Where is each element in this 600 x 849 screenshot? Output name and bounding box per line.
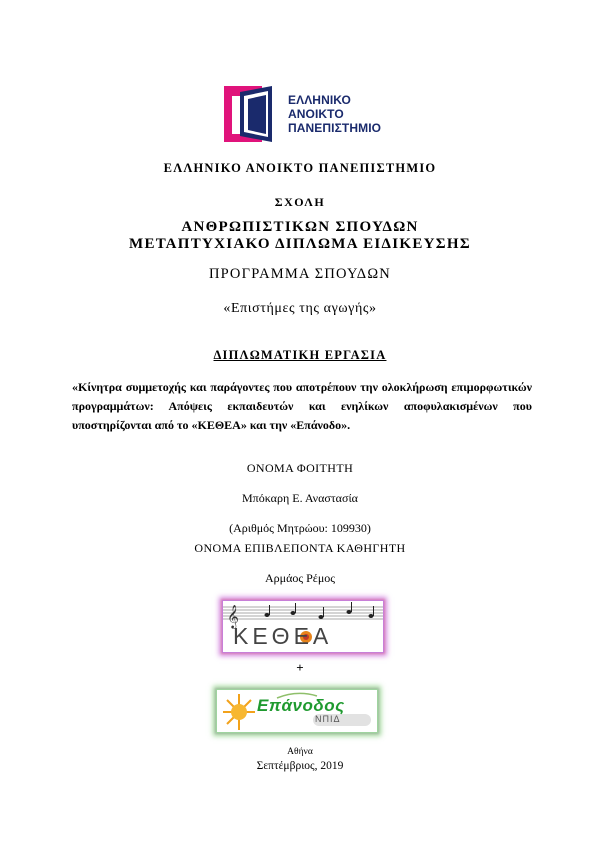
department-line-1: ΑΝΘΡΩΠΙΣΤΙΚΩΝ ΣΠΟΥΔΩΝ bbox=[181, 219, 419, 235]
epanodos-wordmark: Επάνοδος bbox=[257, 696, 345, 715]
thesis-title: «Κίνητρα συμμετοχής και παράγοντες που αποτρέπουν την ολοκλήρωση επιμορφωτικών προγραμμάτων: Απόψεις εκπαιδευτών και ενηλίκων αποφυλακισμένων που υποστηρίζονται από το «ΚΕΘΕΑ» και την «Επάνοδο». bbox=[72, 380, 532, 432]
epanodos-logo bbox=[216, 689, 378, 733]
date: Σεπτέμβριος, 2019 bbox=[256, 760, 344, 772]
program-label: ΠΡΟΓΡΑΜΜΑ ΣΠΟΥΔΩΝ bbox=[209, 266, 391, 282]
supervisor-name: Αρμάος Ρέμος bbox=[264, 571, 336, 585]
program-name: «Επιστήμες της αγωγής» bbox=[223, 301, 377, 316]
university-logo-text bbox=[288, 93, 381, 135]
logo-line-1: ΕΛΛΗΝΙΚΟ bbox=[288, 93, 351, 107]
kethea-logo bbox=[222, 600, 384, 653]
logo-line-3: ΠΑΝΕΠΙΣΤΗΜΙΟ bbox=[288, 121, 382, 135]
plus-sign: + bbox=[296, 660, 304, 675]
university-logo-mark bbox=[222, 84, 284, 144]
city: Αθήνα bbox=[287, 747, 313, 757]
kethea-wordmark: ΚΕΘΕΑ bbox=[233, 623, 333, 649]
epanodos-subtitle: ΝΠΙΔ bbox=[315, 714, 341, 724]
university-logo bbox=[222, 84, 382, 144]
department-line-2: ΜΕΤΑΠΤΥΧΙΑΚΟ ΔΙΠΛΩΜΑ ΕΙΔΙΚΕΥΣΗΣ bbox=[129, 236, 471, 252]
logo-line-2: ΑΝΟΙΚΤΟ bbox=[288, 107, 344, 121]
school-label: ΣΧΟΛΗ bbox=[274, 195, 326, 209]
svg-text:𝄞: 𝄞 bbox=[227, 604, 239, 628]
university-name: ΕΛΛΗΝΙΚΟ ΑΝΟΙΚΤΟ ΠΑΝΕΠΙΣΤΗΜΙΟ bbox=[163, 161, 437, 175]
student-registration: (Αριθμός Μητρώου: 109930) bbox=[229, 521, 371, 535]
supervisor-label: ΟΝΟΜΑ ΕΠΙΒΛΕΠΟΝΤΑ ΚΑΘΗΓΗΤΗ bbox=[194, 541, 406, 555]
student-name: Μπόκαρη Ε. Αναστασία bbox=[242, 491, 358, 505]
department-title bbox=[0, 219, 600, 253]
thesis-type: ΔΙΠΛΩΜΑΤΙΚΗ ΕΡΓΑΣΙΑ bbox=[213, 348, 387, 362]
student-name-label: ΟΝΟΜΑ ΦΟΙΤΗΤΗ bbox=[246, 461, 354, 475]
